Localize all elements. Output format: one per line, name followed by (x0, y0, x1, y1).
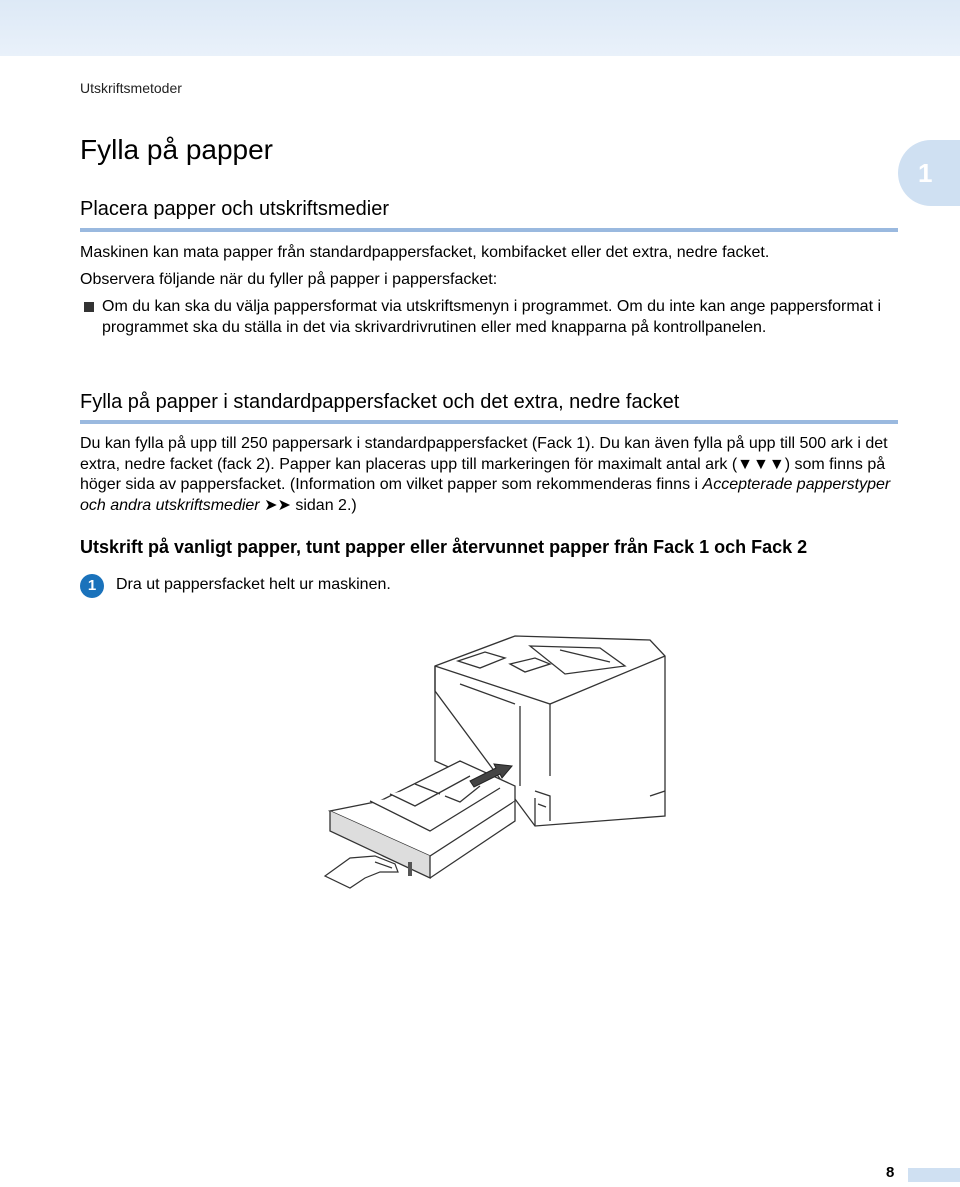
section-rule (80, 420, 898, 424)
page-number: 8 (886, 1164, 895, 1181)
top-band (0, 0, 960, 56)
subsection-heading: Utskrift på vanligt papper, tunt papper eller återvunnet papper från Fack 1 och Fack 2 (80, 537, 808, 557)
bullet-text: Om du kan ska du välja pappersformat via utskriftsmenyn i programmet. Om du inte kan ange pappersformat i programmet ska du ställa in det via skrivardrivrutinen eller med knapparna på kontrollpanelen. (102, 298, 882, 336)
chapter-number: 1 (918, 158, 933, 188)
page-number-bar (908, 1168, 960, 1182)
paragraph-text: Du kan fylla på upp till 250 pappersark i standardpappersfacket (Fack 1). Du kan även fylla på upp till 500 ark i det extra, nedre facket (fack 2). Papper kan placeras upp till markeringen för maximalt antal ark (▼▼▼) som finns på höger sida av pappersfacket. (Information om vilket papper som rekommenderas finns i (80, 435, 888, 493)
step-text: Dra ut pappersfacket helt ur maskinen. (116, 576, 391, 593)
paragraph-text: sidan 2.) (290, 496, 357, 514)
page-title: Fylla på papper (80, 134, 274, 165)
paragraph: Maskinen kan mata papper från standardpappersfacket, kombifacket eller det extra, nedre facket. (80, 244, 770, 261)
bullet-square-icon (84, 302, 94, 312)
double-arrow-icon: ➤➤ (264, 496, 291, 514)
section-heading-placera: Placera papper och utskriftsmedier (80, 198, 390, 220)
printer-tray-illustration (320, 626, 670, 898)
paragraph: Observera följande när du fyller på papper i pappersfacket: (80, 271, 498, 288)
section-rule (80, 228, 898, 232)
paragraph-capacity (80, 434, 900, 516)
section-heading-fylla: Fylla på papper i standardpappersfacket och det extra, nedre facket (80, 391, 680, 413)
running-head: Utskriftsmetoder (80, 80, 182, 96)
step-number-badge: 1 (80, 574, 104, 598)
cross-reference-link[interactable]: Accepterade papperstyper och andra utskriftsmedier (80, 476, 891, 514)
